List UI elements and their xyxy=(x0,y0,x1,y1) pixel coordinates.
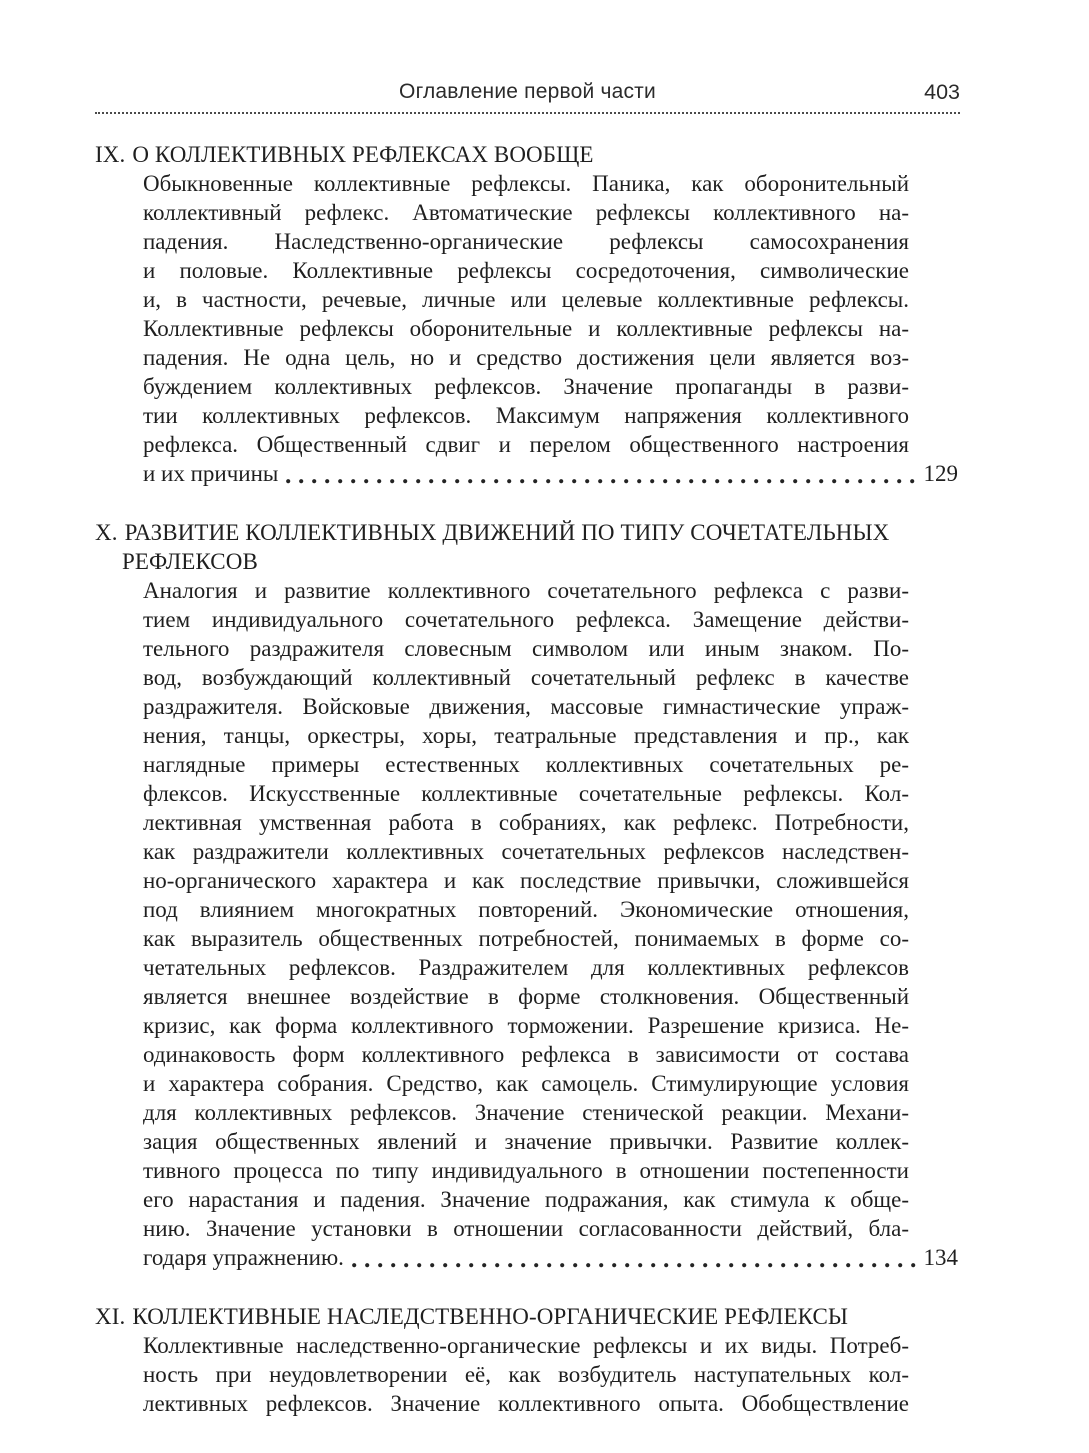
toc-entry-line: лективная умственная работа в собраниях, как рефлекс. Потребности, xyxy=(143,810,909,835)
toc-entry-line: является внешнее воздействие в форме столкновения. Общественный xyxy=(143,984,909,1009)
toc-entry-line: и характера собрания. Средство, как самоцель. Стимулирующие условия xyxy=(143,1071,909,1096)
toc-entry-title: О КОЛЛЕКТИВНЫХ РЕФЛЕКСАХ ВООБЩЕ xyxy=(132,142,594,167)
toc-entry-line: нения, танцы, оркестры, хоры, театральные представления и пр., как xyxy=(143,723,909,748)
toc-entry-line: буждением коллективных рефлексов. Значение пропаганды в разви- xyxy=(143,374,909,399)
toc-entry-line: годаря упражнению. xyxy=(143,1245,344,1270)
toc-entry-line: раздражителя. Войсковые движения, массовые гимнастические упраж- xyxy=(143,694,909,719)
toc-entry-line: тельного раздражителя словесным символом или иным знаком. По- xyxy=(143,636,909,661)
dot-leader xyxy=(352,1263,918,1268)
toc-entry-line: Коллективные рефлексы оборонительные и коллективные рефлексы на- xyxy=(143,316,909,341)
toc-entry-line: под влиянием многократных повторений. Экономические отношения, xyxy=(143,897,909,922)
toc-entry-page-number: 134 xyxy=(923,1245,958,1270)
toc-entry-line: наглядные примеры естественных коллективных сочетательных ре- xyxy=(143,752,909,777)
toc-entry-line: лективных рефлексов. Значение коллективного опыта. Обобществление xyxy=(143,1391,909,1416)
toc-entry-heading xyxy=(95,1302,960,1331)
running-title: Оглавление первой части xyxy=(399,80,656,103)
toc-entry-line: для коллективных рефлексов. Значение стенической реакции. Механи- xyxy=(143,1100,909,1125)
toc-entry-title: КОЛЛЕКТИВНЫЕ НАСЛЕДСТВЕННО-ОРГАНИЧЕСКИЕ РЕФЛЕКСЫ xyxy=(132,1304,849,1329)
toc-entry-number: XI. xyxy=(95,1304,126,1329)
table-of-contents xyxy=(95,140,960,1418)
toc-entry-page-number: 129 xyxy=(923,461,958,486)
toc-entry-line: четательных рефлексов. Раздражителем для коллективных рефлексов xyxy=(143,955,909,980)
toc-entry-line: как раздражители коллективных сочетательных рефлексов наследствен- xyxy=(143,839,909,864)
toc-entry-last-line xyxy=(143,459,958,488)
toc-entry-line: тии коллективных рефлексов. Максимум напряжения коллективного xyxy=(143,403,909,428)
toc-entry xyxy=(95,1302,960,1418)
toc-entry-line: и половые. Коллективные рефлексы сосредоточения, символические xyxy=(143,258,909,283)
toc-entry-line: его нарастания и падения. Значение подражания, как стимула к обще- xyxy=(143,1187,909,1212)
toc-entry-line: нию. Значение установки в отношении согласованности действий, бла- xyxy=(143,1216,909,1241)
page-number: 403 xyxy=(924,80,960,104)
toc-entry-heading xyxy=(95,140,960,169)
toc-entry-line: зация общественных явлений и значение привычки. Развитие коллек- xyxy=(143,1129,909,1154)
toc-entry-line: и их причины xyxy=(143,461,279,486)
toc-entry-line: кризис, как форма коллективного торможении. Разрешение кризиса. Не- xyxy=(143,1013,909,1038)
toc-entry-line: флексов. Искусственные коллективные сочетательные рефлексы. Кол- xyxy=(143,781,909,806)
toc-entry-line: Обыкновенные коллективные рефлексы. Паника, как оборонительный xyxy=(143,171,909,196)
toc-entry-line: Аналогия и развитие коллективного сочетательного рефлекса с разви- xyxy=(143,578,909,603)
toc-entry-number: X. xyxy=(95,520,118,545)
header-divider-rule xyxy=(95,112,960,114)
toc-entry-line: и, в частности, речевые, личные или целевые коллективные рефлексы. xyxy=(143,287,909,312)
toc-entry-line: Коллективные наследственно-органические рефлексы и их виды. Потреб- xyxy=(143,1333,909,1358)
toc-entry-heading: РЕФЛЕКСОВ xyxy=(122,549,258,574)
toc-entry-line: ность при неудовлетворении её, как возбудитель наступательных кол- xyxy=(143,1362,909,1387)
toc-entry-line: тием индивидуального сочетательного рефлекса. Замещение действи- xyxy=(143,607,909,632)
toc-entry-line: тивного процесса по типу индивидуального в отношении постепенности xyxy=(143,1158,909,1183)
toc-entry xyxy=(95,518,960,1272)
dot-leader xyxy=(286,479,917,484)
toc-entry-line: коллективный рефлекс. Автоматические рефлексы коллективного на- xyxy=(143,200,909,225)
page-header xyxy=(95,80,960,106)
toc-entry-line: рефлекса. Общественный сдвиг и перелом общественного настроения xyxy=(143,432,909,457)
toc-entry-last-line xyxy=(143,1243,958,1272)
toc-entry-line: падения. Не одна цель, но и средство достижения цели является воз- xyxy=(143,345,909,370)
toc-entry-line: но-органического характера и как последствие привычки, сложившейся xyxy=(143,868,909,893)
toc-entry-line: как выразитель общественных потребностей, понимаемых в форме со- xyxy=(143,926,909,951)
toc-entry-line: вод, возбуждающий коллективный сочетательный рефлекс в качестве xyxy=(143,665,909,690)
toc-entry-line: одинаковость форм коллективного рефлекса в зависимости от состава xyxy=(143,1042,909,1067)
toc-entry-number: IX. xyxy=(95,142,126,167)
toc-entry-line: падения. Наследственно-органические рефлексы самосохранения xyxy=(143,229,909,254)
toc-entry-title: РАЗВИТИЕ КОЛЛЕКТИВНЫХ ДВИЖЕНИЙ ПО ТИПУ СОЧЕТАТЕЛЬНЫХ xyxy=(124,520,890,545)
toc-entry xyxy=(95,140,960,488)
toc-entry-heading xyxy=(95,518,960,547)
